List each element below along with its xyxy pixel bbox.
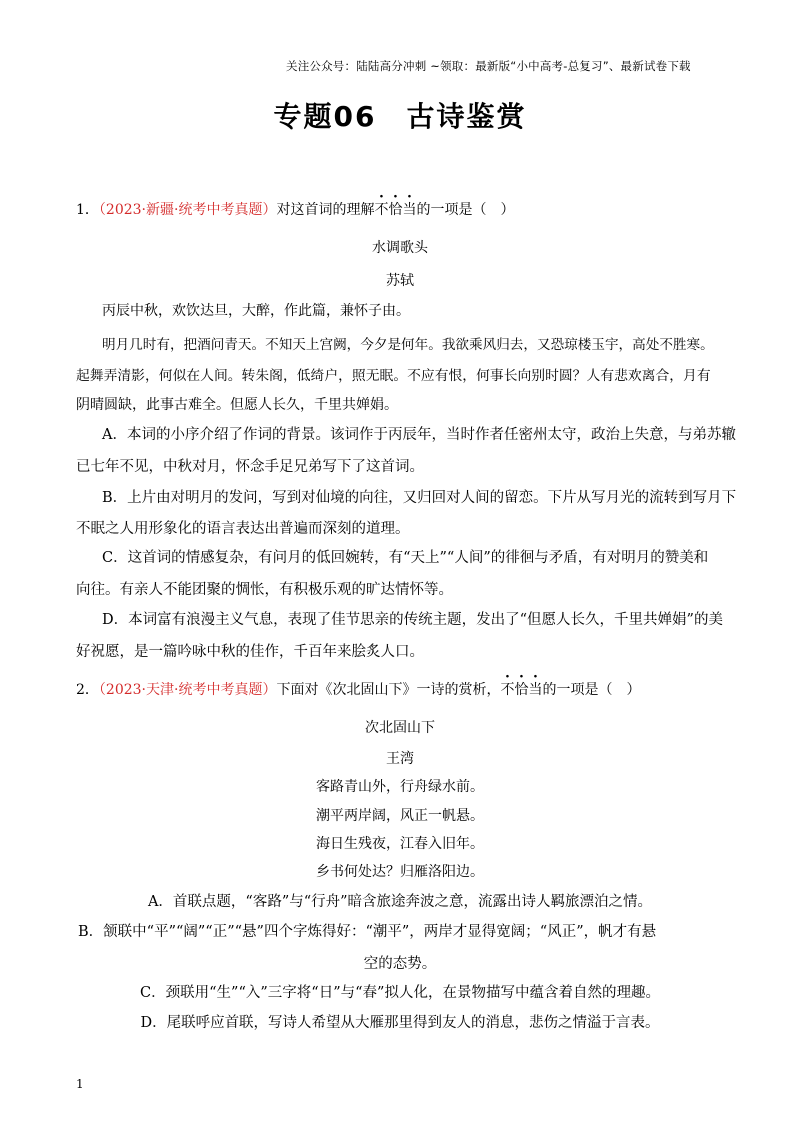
emphasis-char: 恰 [514, 682, 529, 698]
poem-line: 潮平两岸阔，风正一帆悬。 [316, 808, 484, 824]
question-number: 2． [76, 682, 99, 698]
question-source: （2023·天津·统考中考真题） [98, 682, 277, 698]
poem-line: 起舞弄清影，何似在人间。转朱阁，低绮户，照无眠。不应有恨，何事长向别时圆？人有悲欢离合，月有 [76, 368, 711, 384]
poem-author: 王湾 [386, 751, 414, 767]
page-title: 专题06 古诗鉴赏 [273, 100, 527, 133]
option-a-cont: 已七年不见，中秋对月，怀念手足兄弟写下了这首词。 [76, 459, 424, 475]
poem-author: 苏轼 [386, 273, 414, 289]
option-b-cont: 空的态势。 [363, 956, 437, 972]
emphasis-char: 不 [500, 682, 515, 698]
emphasis-char: 不 [374, 202, 389, 218]
poem-line: 乡书何处达？归雁洛阳边。 [316, 864, 484, 880]
stem-text: 的一项是（ ） [416, 202, 515, 218]
header-note: 关注公众号：陆陆高分冲刺 ~领取：最新版“小中高考-总复习”、最新试卷下载 [286, 59, 691, 73]
page-number: 1 [76, 1077, 84, 1091]
emphasis-char: 恰 [388, 202, 403, 218]
option-b: B．颔联中“平”“阔”“正”“悬”四个字炼得好：“潮平”，两岸才显得宽阔；“风正”，帆才有悬 [78, 924, 657, 940]
poem-line: 明月几时有，把酒问青天。不知天上宫阙，今夕是何年。我欲乘风归去，又恐琼楼玉宇，高处不胜寒。 [102, 337, 714, 353]
stem-text: 的一项是（ ） [542, 682, 641, 698]
option-d-cont: 好祝愿，是一篇吟咏中秋的佳作，千百年来脍炙人口。 [76, 644, 424, 660]
option-a: A．本词的小序介绍了作词的背景。该词作于丙辰年，当时作者任密州太守，政治上失意，与弟苏辙 [102, 427, 736, 443]
option-a: A．首联点题，“客路”与“行舟”暗含旅途奔波之意，流露出诗人羁旅漂泊之情。 [147, 894, 653, 910]
option-c: C．这首词的情感复杂，有问月的低回婉转，有“天上”“人间”的徘徊与矛盾，有对明月的赞美和 [102, 550, 709, 566]
poem-line: 客路青山外，行舟绿水前。 [316, 779, 484, 795]
poem-title: 水调歌头 [372, 240, 428, 256]
option-c-cont: 向往。有亲人不能团聚的惆怅，有积极乐观的旷达情怀等。 [76, 582, 453, 598]
emphasis-char: 当 [528, 682, 543, 698]
stem-text: 对这首词的理解 [276, 202, 375, 218]
poem-line: 海日生残夜，江春入旧年。 [316, 836, 484, 852]
option-c: C．颈联用“生”“入”三字将“日”与“春”拟人化，在景物描写中蕴含着自然的理趣。 [140, 985, 660, 1001]
poem-title: 次北固山下 [365, 720, 435, 736]
question-2-stem [76, 679, 640, 699]
question-number: 1． [76, 202, 99, 218]
option-b: B．上片由对明月的发问，写到对仙境的向往，又归回对人间的留恋。下片从写月光的流转到写月下 [102, 490, 737, 506]
poem-line: 阴晴圆缺，此事古难全。但愿人长久，千里共婵娟。 [76, 397, 398, 413]
question-1-stem [76, 199, 514, 219]
option-b-cont: 不眠之人用形象化的语言表达出普遍而深刻的道理。 [76, 521, 410, 537]
poem-line: 丙辰中秋，欢饮达旦，大醉，作此篇，兼怀子由。 [102, 303, 410, 319]
stem-text: 下面对《次北固山下》一诗的赏析， [276, 682, 501, 698]
question-source: （2023·新疆·统考中考真题） [98, 202, 277, 218]
option-d: D．尾联呼应首联，写诗人希望从大雁那里得到友人的消息，悲伤之情溢于言表。 [140, 1015, 660, 1031]
option-d: D．本词富有浪漫主义气息，表现了佳节思亲的传统主题，发出了“但愿人长久，千里共婵娟”的美 [102, 612, 723, 628]
emphasis-char: 当 [402, 202, 417, 218]
